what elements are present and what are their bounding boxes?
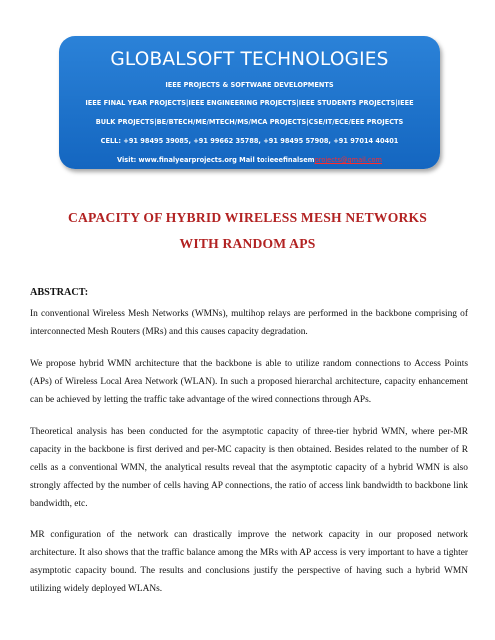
banner-phone-line: CELL: +91 98495 39085, +91 99662 35788, +91 98495 57908, +91 97014 40401 xyxy=(100,137,399,145)
document-title-line-1: CAPACITY OF HYBRID WIRELESS MESH NETWORKS xyxy=(67,210,428,225)
banner-tagline: IEEE PROJECTS & SOFTWARE DEVELOPMENTS xyxy=(165,81,334,89)
abstract-paragraph: MR configuration of the network can drastically improve the network capacity in our proposed network architecture. It also shows that the traffic balance among the MRs with AP access is very important to have a tighter asymptotic capacity bound. The results and conclusions justify the perspective of having such a hybrid WMN utilizing widely deployed WLANs. xyxy=(30,530,468,594)
abstract-paragraph: Theoretical analysis has been conducted for the asymptotic capacity of three-tier hybrid WMN, where per-MR capacity in the backbone is first derived and per-MC capacity is then obtained. Besides related to the number of R cells as a conventional WMN, the analytical results reveal that the asymptotic capacity of a hybrid WMN is also strongly affected by the number of cells having AP connections, the ratio of access link bandwidth to backbone link bandwidth, etc. xyxy=(30,427,468,509)
abstract-paragraph: In conventional Wireless Mesh Networks (WMNs), multihop relays are performed in the backbone comprising of interconnected Mesh Routers (MRs) and this causes capacity degradation. xyxy=(30,309,468,337)
abstract-paragraph: We propose hybrid WMN architecture that the backbone is able to utilize random connections to Access Points (APs) of Wireless Local Area Network (WLAN). In such a proposed hierarchal architecture, capacity enhancement can be achieved by letting the traffic take advantage of the wired connections through APs. xyxy=(30,359,468,405)
document-title-line-2: WITH RANDOM APS xyxy=(179,236,316,251)
email-link[interactable]: projects@gmail.com xyxy=(314,156,382,164)
banner-projects-line: IEEE FINAL YEAR PROJECTS|IEEE ENGINEERING PROJECTS|IEEE STUDENTS PROJECTS|IEEE xyxy=(85,99,414,107)
company-banner xyxy=(59,36,440,169)
banner-visit-text: Visit: www.finalyearprojects.org Mail to:ieeefinalsem xyxy=(117,156,315,164)
banner-contact-line xyxy=(59,156,440,165)
banner-bulk-line: BULK PROJECTS|BE/BTECH/ME/MTECH/MS/MCA PROJECTS|CSE/IT/ECE/EEE PROJECTS xyxy=(95,118,404,126)
abstract-heading: ABSTRACT: xyxy=(30,287,89,298)
banner-title: GLOBALSOFT TECHNOLOGIES xyxy=(110,49,389,70)
